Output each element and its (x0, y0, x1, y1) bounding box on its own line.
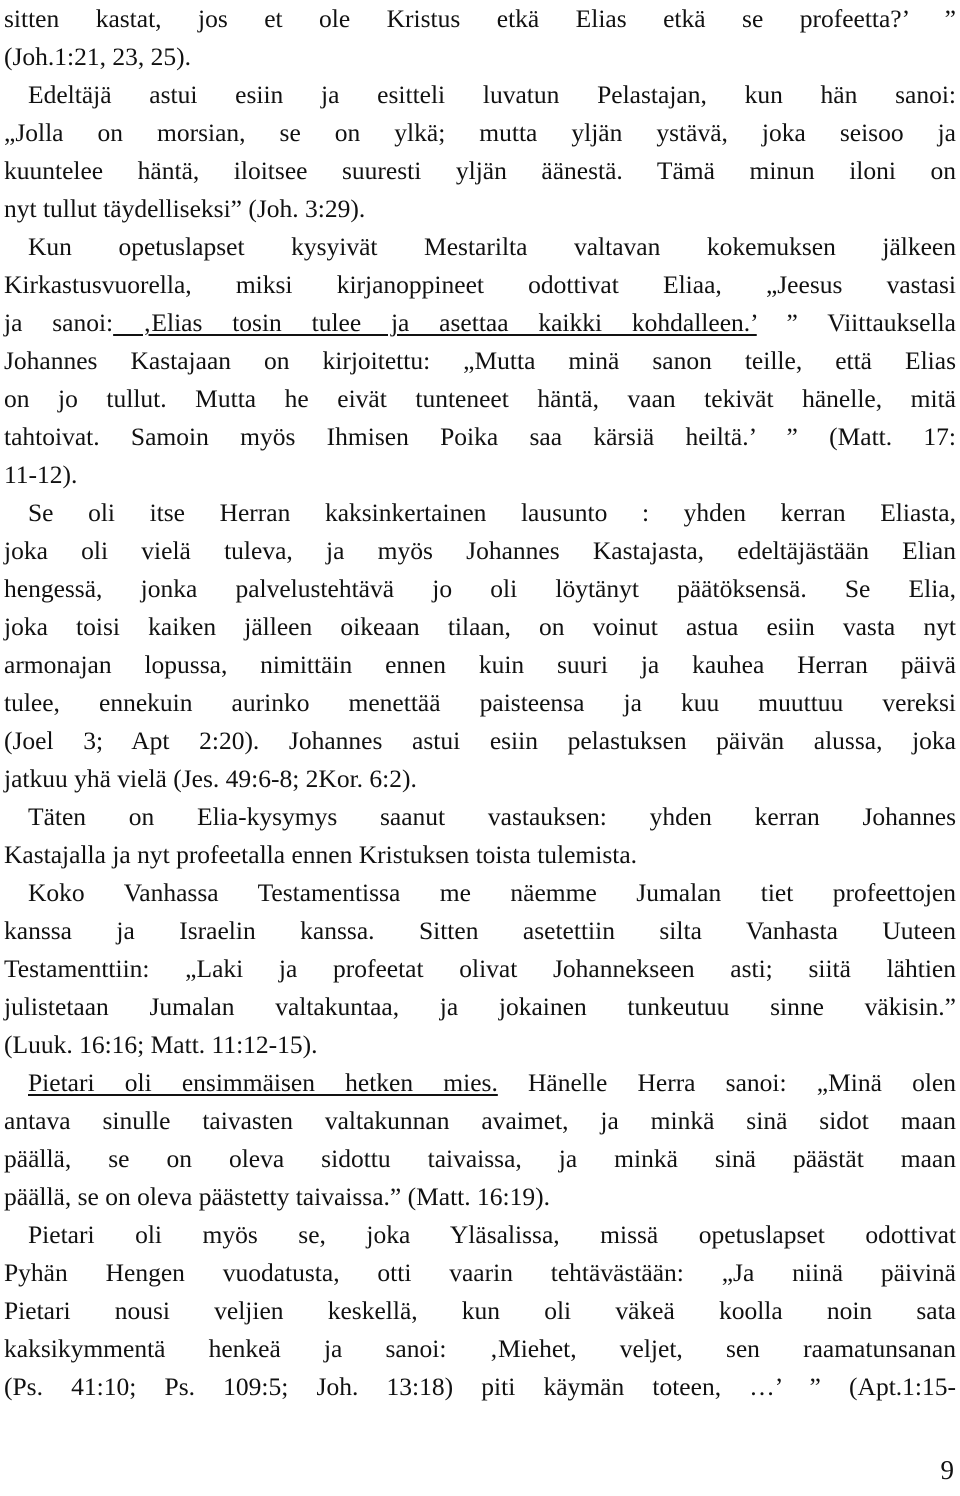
text-line (4, 1026, 956, 1064)
line-text: (Joh.1:21, 23, 25). (4, 42, 191, 71)
line-text: (Joel 3; Apt 2:20). Johannes astui esiin pelastuksen päivän alussa, joka (4, 726, 956, 755)
text-line (4, 114, 956, 152)
text-line (4, 684, 956, 722)
line-text: 11-12). (4, 460, 78, 489)
line-text: tulee, ennekuin aurinko menettää paisteensa ja kuu muuttuu vereksi (4, 688, 956, 717)
text-line (4, 342, 956, 380)
text-line (4, 1216, 956, 1254)
underlined-text: ‚Elias tosin tulee ja asettaa kaikki kohdalleen.’ (113, 308, 757, 337)
line-text: nyt tullut täydelliseksi” (Joh. 3:29). (4, 194, 366, 223)
line-text: „Jolla on morsian, se on ylkä; mutta yljän ystävä, joka seisoo ja (4, 118, 956, 147)
line-text: joka toisi kaiken jälleen oikeaan tilaan, on voinut astua esiin vasta nyt (4, 612, 956, 641)
text-line (4, 494, 956, 532)
line-text: Pietari oli myös se, joka Yläsalissa, missä opetuslapset odottivat (28, 1220, 956, 1249)
line-text: Koko Vanhassa Testamentissa me näemme Jumalan tiet profeettojen (28, 878, 956, 907)
line-text: antava sinulle taivasten valtakunnan avaimet, ja minkä sinä sidot maan (4, 1106, 956, 1135)
line-text: ja sanoi: (4, 308, 114, 337)
text-line (4, 1064, 956, 1102)
text-line (4, 266, 956, 304)
text-line (4, 190, 956, 228)
line-text: kanssa ja Israelin kanssa. Sitten asetettiin silta Vanhasta Uuteen (4, 916, 956, 945)
text-line (4, 456, 956, 494)
text-line (4, 1178, 956, 1216)
text-line (4, 1254, 956, 1292)
line-text: on jo tullut. Mutta he eivät tunteneet häntä, vaan tekivät hänelle, mitä (4, 384, 956, 413)
text-line (4, 418, 956, 456)
text-line (4, 1330, 956, 1368)
line-text: hengessä, jonka palvelustehtävä jo oli löytänyt päätöksensä. Se Elia, (4, 574, 956, 603)
line-text: kuuntelee häntä, iloitsee suuresti yljän äänestä. Tämä minun iloni on (4, 156, 956, 185)
text-line (4, 76, 956, 114)
text-line (4, 38, 956, 76)
text-line (4, 608, 956, 646)
text-line (4, 1368, 956, 1406)
line-text: Kastajalla ja nyt profeetalla ennen Kristuksen toista tulemista. (4, 840, 638, 869)
text-line (4, 0, 956, 38)
line-text: Edeltäjä astui esiin ja esitteli luvatun Pelastajan, kun hän sanoi: (28, 80, 956, 109)
text-line (4, 304, 956, 342)
line-text: ” Viittauksella (756, 308, 956, 337)
text-line (4, 380, 956, 418)
line-text: Pietari nousi veljien keskellä, kun oli väkeä koolla noin sata (4, 1296, 956, 1325)
line-text: Pyhän Hengen vuodatusta, otti vaarin tehtävästään: „Ja niinä päivinä (4, 1258, 956, 1287)
line-text: Se oli itse Herran kaksinkertainen lausunto : yhden kerran Eliasta, (28, 498, 956, 527)
text-line (4, 950, 956, 988)
line-text: armonajan lopussa, nimittäin ennen kuin suuri ja kauhea Herran päivä (4, 650, 956, 679)
line-text: julistetaan Jumalan valtakuntaa, ja jokainen tunkeutuu sinne väkisin.” (4, 992, 956, 1021)
underlined-text: Pietari oli ensimmäisen hetken mies. (28, 1068, 498, 1097)
line-text: Johannes Kastajaan on kirjoitettu: „Mutta minä sanon teille, että Elias (4, 346, 956, 375)
line-text: (Luuk. 16:16; Matt. 11:12-15). (4, 1030, 318, 1059)
line-text: Täten on Elia-kysymys saanut vastauksen: yhden kerran Johannes (28, 802, 956, 831)
line-text: (Ps. 41:10; Ps. 109:5; Joh. 13:18) piti käymän toteen, …’ ” (Apt.1:15- (4, 1372, 956, 1401)
text-line (4, 912, 956, 950)
line-text: päällä, se on oleva sidottu taivaissa, ja minkä sinä päästät maan (4, 1144, 956, 1173)
line-text: Hänelle Herra sanoi: „Minä olen (497, 1068, 956, 1097)
text-line (4, 760, 956, 798)
line-text: Kun opetuslapset kysyivät Mestarilta valtavan kokemuksen jälkeen (28, 232, 956, 261)
text-line (4, 1140, 956, 1178)
text-line (4, 646, 956, 684)
line-text: Testamenttiin: „Laki ja profeetat olivat Johannekseen asti; siitä lähtien (4, 954, 956, 983)
text-line (4, 570, 956, 608)
text-line (4, 532, 956, 570)
line-text: tahtoivat. Samoin myös Ihmisen Poika saa kärsiä heiltä.’ ” (Matt. 17: (4, 422, 956, 451)
text-line (4, 1102, 956, 1140)
line-text: sitten kastat, jos et ole Kristus etkä Elias etkä se profeetta?’ ” (4, 4, 956, 33)
text-line (4, 1292, 956, 1330)
text-line (4, 988, 956, 1026)
text-line (4, 228, 956, 266)
line-text: jatkuu yhä vielä (Jes. 49:6-8; 2Kor. 6:2). (4, 764, 417, 793)
text-line (4, 152, 956, 190)
page-number: 9 (940, 1455, 954, 1485)
line-text: Kirkastusvuorella, miksi kirjanoppineet odottivat Eliaa, „Jeesus vastasi (4, 270, 956, 299)
line-text: kaksikymmentä henkeä ja sanoi: ‚Miehet, veljet, sen raamatunsanan (4, 1334, 956, 1363)
text-line (4, 798, 956, 836)
text-line (4, 722, 956, 760)
document-page (4, 0, 956, 1406)
text-line (4, 836, 956, 874)
text-line (4, 874, 956, 912)
line-text: joka oli vielä tuleva, ja myös Johannes Kastajasta, edeltäjästään Elian (4, 536, 956, 565)
line-text: päällä, se on oleva päästetty taivaissa.” (Matt. 16:19). (4, 1182, 550, 1211)
